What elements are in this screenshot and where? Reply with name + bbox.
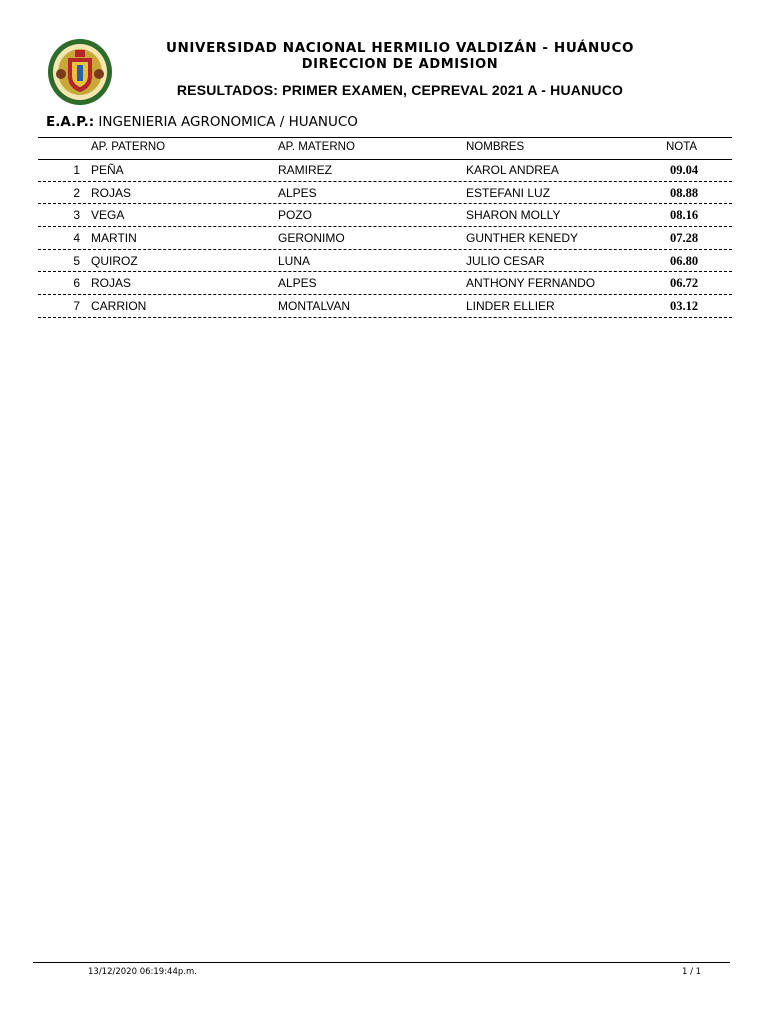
cell-ap-paterno: QUIROZ <box>91 253 138 268</box>
department-name: DIRECCION DE ADMISION <box>301 57 499 72</box>
cell-nombres: JULIO CESAR <box>466 253 545 268</box>
column-header-paterno: AP. PATERNO <box>91 141 166 153</box>
table-row <box>38 272 732 295</box>
column-header-materno: AP. MATERNO <box>278 141 355 153</box>
row-number: 6 <box>73 276 80 291</box>
cell-ap-materno: ALPES <box>278 276 317 291</box>
row-number: 4 <box>73 231 80 246</box>
cell-ap-paterno: ROJAS <box>91 185 132 200</box>
row-number: 7 <box>73 299 80 314</box>
cell-nota: 06.72 <box>670 276 699 291</box>
cell-ap-materno: ALPES <box>278 185 317 200</box>
footer-timestamp: 13/12/2020 06:19:44p.m. <box>88 967 197 977</box>
results-table <box>38 159 732 318</box>
row-number: 1 <box>73 163 80 177</box>
cell-ap-paterno: PEÑA <box>91 163 124 177</box>
university-name: UNIVERSIDAD NACIONAL HERMILIO VALDIZÁN - HUÁNUCO <box>165 40 635 56</box>
table-row <box>38 204 732 227</box>
row-number: 2 <box>73 185 80 200</box>
cell-ap-materno: GERONIMO <box>278 231 345 246</box>
column-header-nombres: NOMBRES <box>466 141 525 153</box>
cell-ap-materno: MONTALVAN <box>278 299 351 314</box>
cell-nota: 07.28 <box>670 231 699 246</box>
table-row <box>38 227 732 250</box>
eap-line <box>46 114 358 130</box>
table-row <box>38 182 732 205</box>
footer-divider <box>33 962 730 963</box>
university-seal-icon <box>47 38 113 106</box>
cell-ap-paterno: CARRION <box>91 299 147 314</box>
table-row <box>38 159 732 182</box>
row-number: 3 <box>73 208 80 223</box>
cell-ap-paterno: ROJAS <box>91 276 132 291</box>
cell-nota: 09.04 <box>670 163 699 177</box>
cell-nombres: LINDER ELLIER <box>466 299 555 314</box>
table-row <box>38 295 732 318</box>
cell-nota: 08.88 <box>670 185 699 200</box>
cell-nombres: SHARON MOLLY <box>466 208 561 223</box>
cell-nota: 03.12 <box>670 299 699 314</box>
cell-ap-paterno: MARTIN <box>91 231 137 246</box>
cell-nombres: ESTEFANI LUZ <box>466 185 551 200</box>
cell-ap-paterno: VEGA <box>91 208 125 223</box>
footer-page-number: 1 / 1 <box>682 967 702 977</box>
row-number: 5 <box>73 253 80 268</box>
table-row <box>38 250 732 273</box>
column-header-nota: NOTA <box>666 141 698 153</box>
eap-value: INGENIERIA AGRONOMICA / HUANUCO <box>98 114 358 130</box>
cell-ap-materno: RAMIREZ <box>278 163 332 177</box>
cell-nombres: KAROL ANDREA <box>466 163 559 177</box>
results-title: RESULTADOS: PRIMER EXAMEN, CEPREVAL 2021 A - HUANUCO <box>176 82 624 98</box>
eap-label: E.A.P.: <box>46 114 95 130</box>
cell-ap-materno: POZO <box>278 208 313 223</box>
header-divider <box>38 137 732 138</box>
cell-nota: 08.16 <box>670 208 699 223</box>
cell-nota: 06.80 <box>670 253 699 268</box>
cell-ap-materno: LUNA <box>278 253 311 268</box>
cell-nombres: ANTHONY FERNANDO <box>466 276 596 291</box>
cell-nombres: GUNTHER KENEDY <box>466 231 579 246</box>
